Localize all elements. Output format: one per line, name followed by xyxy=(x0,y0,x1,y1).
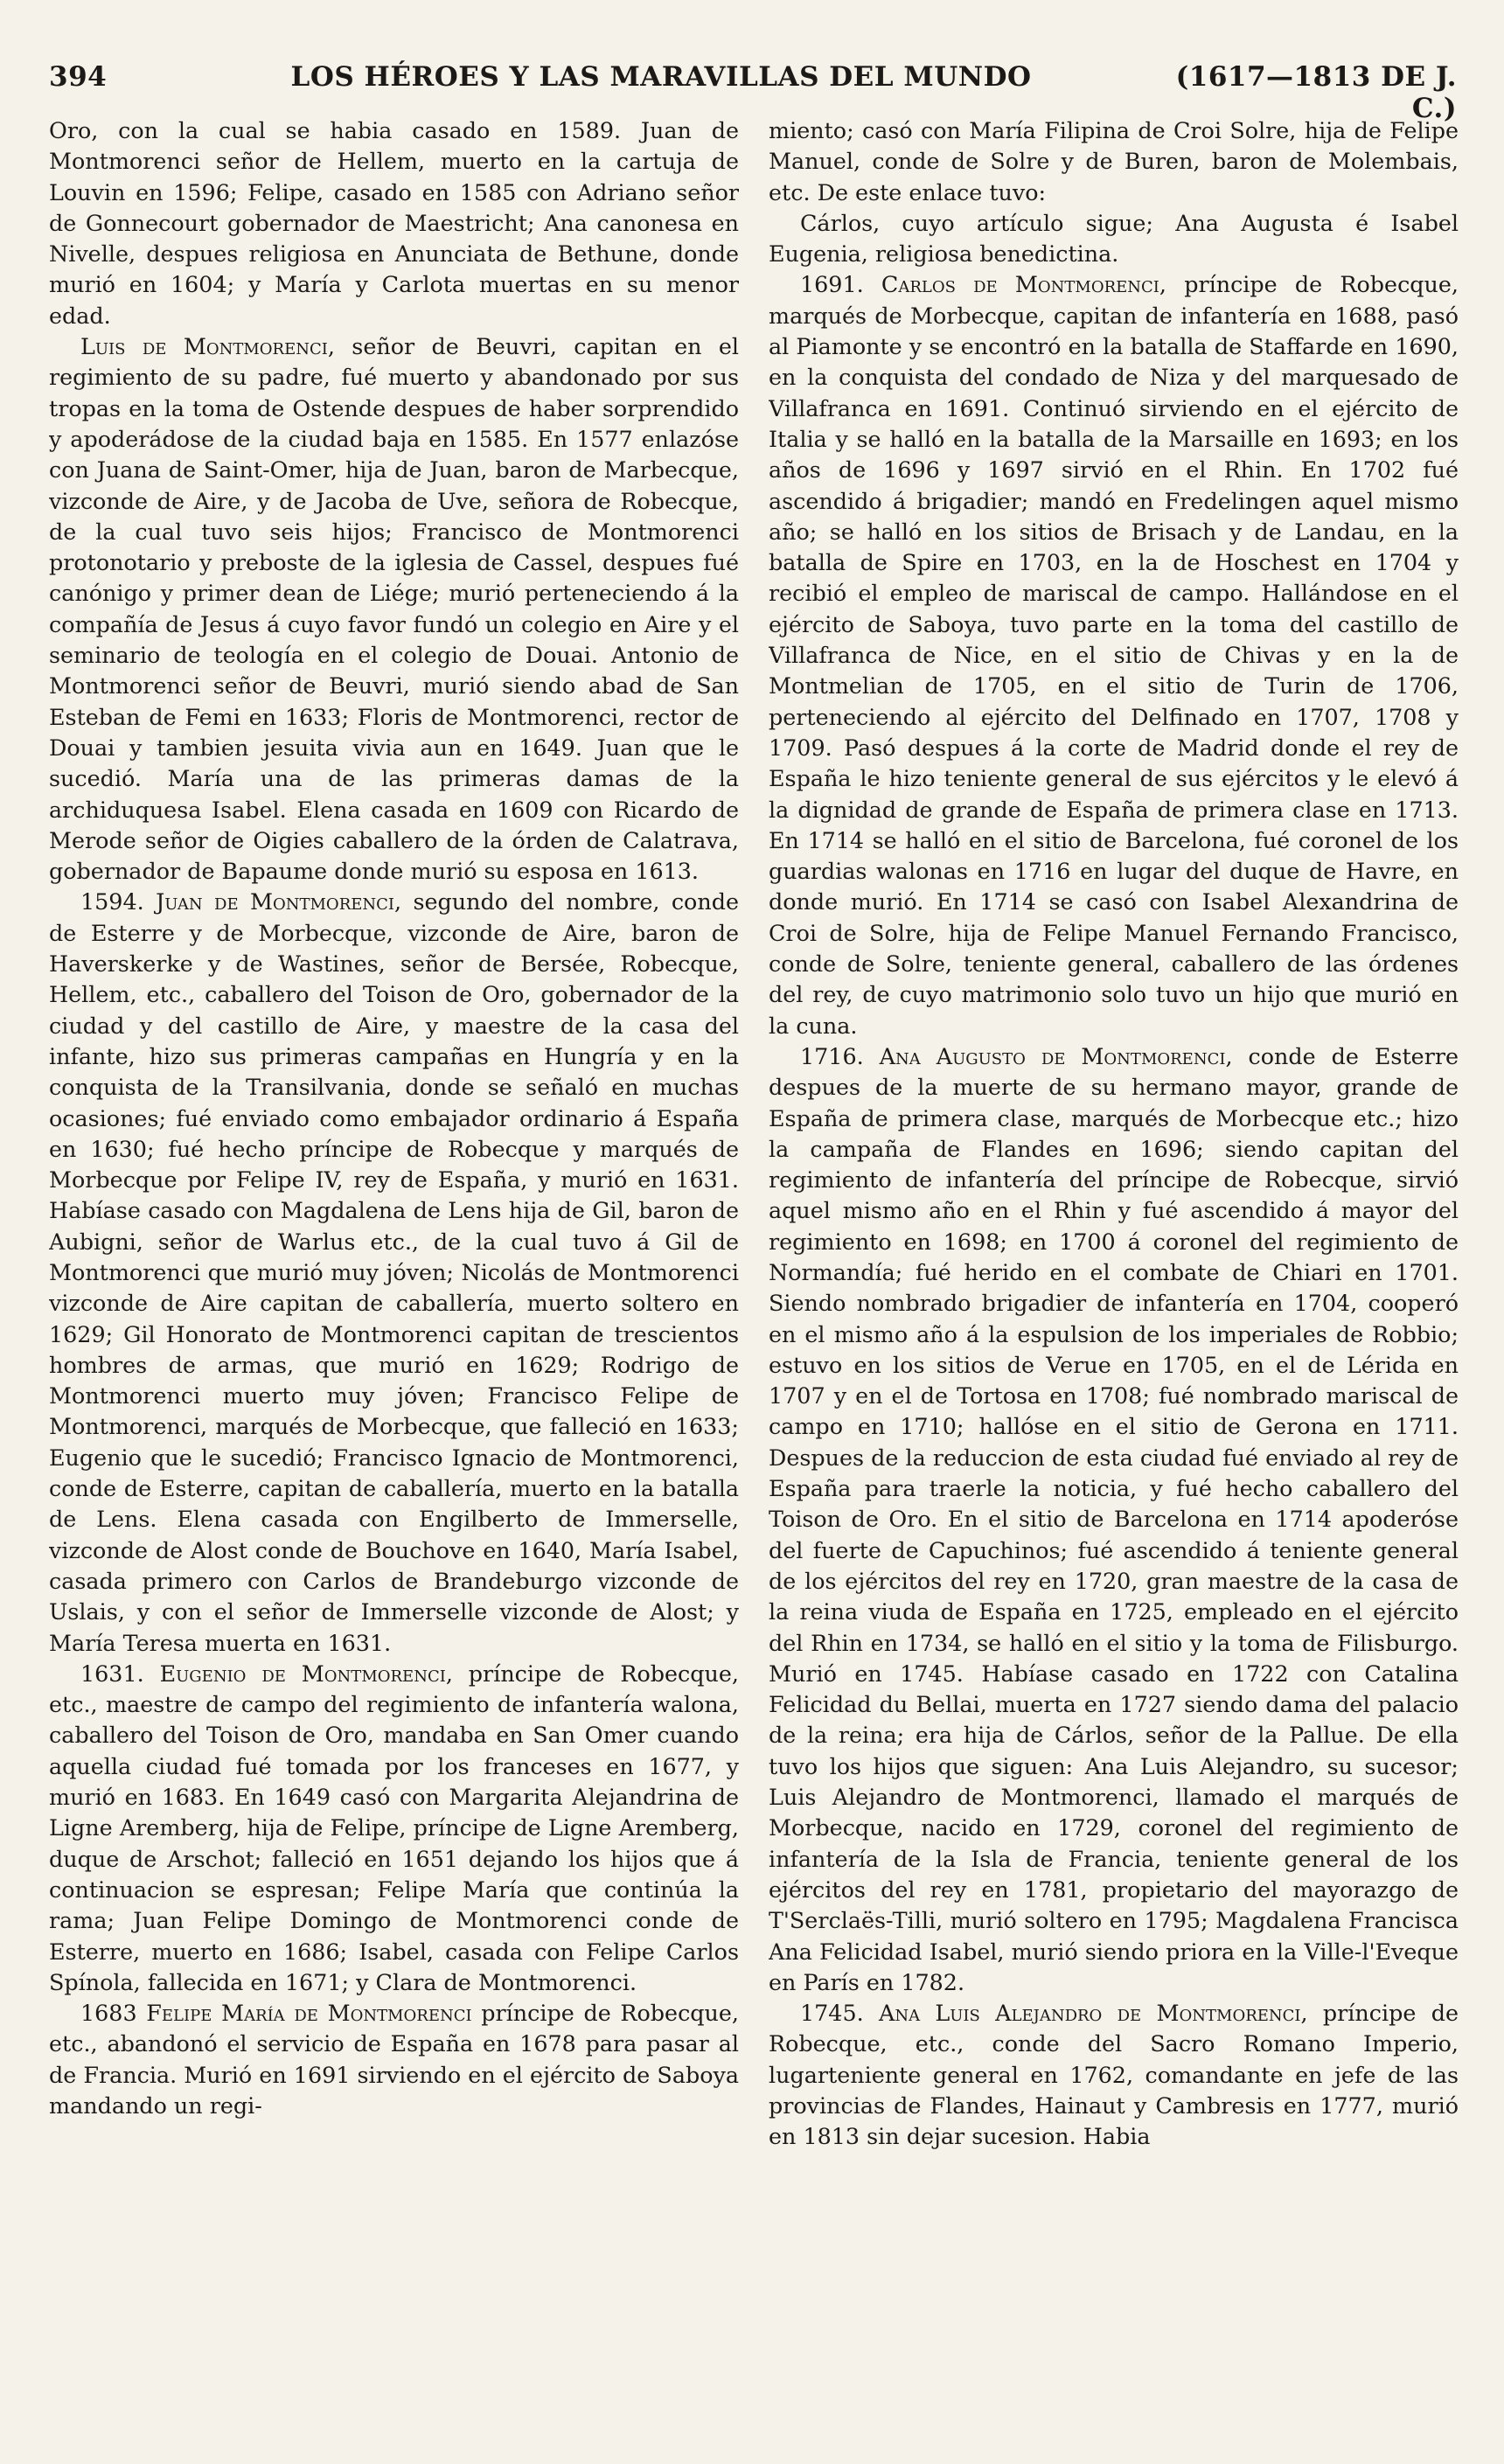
paragraph xyxy=(769,269,1459,1041)
text-columns xyxy=(49,115,1459,2433)
date-range: (1617—1813 DE J. C.) xyxy=(1175,61,1457,124)
paragraph xyxy=(769,1041,1459,1998)
paragraph xyxy=(49,1998,739,2121)
entry-text: señor de Beuvri, capitan en el regimiento de su padre, fué muerto y abandonado por sus tropas en la toma de Ostende despues de haber sorprendido y apoderádose de la ciudad baja en 1585. En 1577 enlazóse con Juana de Saint-Omer, hija de Juan, baron de Marbecque, vizconde de Aire, y de Jacoba de Uve, señora de Robecque, de la cual tuvo seis hijos; Francisco de Montmorenci protonotario y preboste de la iglesia de Cassel, despues fué canónigo y primer dean de Liége; murió perteneciendo á la compañía de Jesus á cuyo favor fundó un colegio en Aire y el seminario de teología en el colegio de Douai. Antonio de Montmorenci señor de Beuvri, murió siendo abad de San Esteban de Femi en 1633; Floris de Montmorenci, rector de Douai y tambien jesuita vivia aun en 1649. Juan que le sucedió. María una de las primeras damas de la archiduquesa Isabel. Elena casada en 1609 con Ricardo de Merode señor de Oigies caballero de la órden de Calatrava, gobernador de Bapaume donde murió su esposa en 1613. xyxy=(49,333,739,885)
page-number: 394 xyxy=(49,61,108,93)
left-column xyxy=(49,115,739,2433)
entry-lead: 1691. Carlos de Montmorenci, xyxy=(800,271,1166,298)
entry-text: Cárlos, cuyo artículo sigue; Ana Augusta é Isabel Eugenia, religiosa benedictina. xyxy=(769,209,1459,268)
paragraph xyxy=(49,887,739,1658)
entry-text: príncipe de Robecque, etc., abandonó el servicio de España en 1678 para pasar al de Francia. Murió en 1691 sirviendo en el ejército de Saboya mandando un regi- xyxy=(49,2000,739,2119)
entry-lead: Luis de Montmorenci, xyxy=(80,333,335,360)
entry-text: conde de Esterre despues de la muerte de su hermano mayor, grande de España de primera clase, marqués de Morbecque etc.; hizo la campaña de Flandes en 1696; siendo capitan del regimiento de infantería del príncipe de Robecque, sirvió aquel mismo año en el Rhin y fué ascendido á mayor del regimiento en 1698; en 1700 á coronel del regimiento de Normandía; fué herido en el combate de Chiari en 1701. Siendo nombrado brigadier de infantería en 1704, cooperó en el mismo año á la espulsion de los imperiales de Robbio; estuvo en los sitios de Verue en 1705, en el de Lérida en 1707 y en el de Tortosa en 1708; fué nombrado mariscal de campo en 1710; hallóse en el sitio de Gerona en 1711. Despues de la reduccion de esta ciudad fué enviado al rey de España para traerle la noticia, y fué hecho caballero del Toison de Oro. En el sitio de Barcelona en 1714 apoderóse del fuerte de Capuchinos; fué ascendido á teniente general de los ejércitos del rey en 1720, gran maestre de la casa de la reina viuda de España en 1725, empleado en el ejército del Rhin en 1734, se halló en el sitio y la toma de Filisburgo. Murió en 1745. Habíase casado en 1722 con Catalina Felicidad du Bellai, muerta en 1727 siendo dama del palacio de la reina; era hija de Cárlos, señor de la Pallue. De ella tuvo los hijos que siguen: Ana Luis Alejandro, su sucesor; Luis Alejandro de Montmorenci, llamado el marqués de Morbecque, nacido en 1729, coronel del regimiento de infantería de la Isla de Francia, teniente general de los ejércitos del rey en 1781, propietario del mayorazgo de T'Serclaës-Tilli, murió soltero en 1795; Magdalena Francisca Ana Felicidad Isabel, murió siendo priora en la Ville-l'Eveque en París en 1782. xyxy=(769,1042,1459,1995)
entry-lead: 1745. Ana Luis Alejandro de Montmorenci, xyxy=(800,2000,1308,2027)
running-title: LOS HÉROES Y LAS MARAVILLAS DEL MUNDO xyxy=(290,61,1032,93)
paragraph xyxy=(49,1659,739,1998)
entry-text: segundo del nombre, conde de Esterre y de Morbecque, vizconde de Aire, baron de Haverskerke y de Wastines, señor de Bersée, Robecque, Hellem, etc., caballero del Toison de Oro, gobernador de la ciudad y del castillo de Aire, y maestre de la casa del infante, hizo sus primeras campañas en Hungría y en la conquista de la Transilvania, donde se señaló en muchas ocasiones; fué enviado como embajador ordinario á España en 1630; fué hecho príncipe de Robecque y marqués de Morbecque por Felipe IV, rey de España, y murió en 1631. Habíase casado con Magdalena de Lens hija de Gil, baron de Aubigni, señor de Warlus etc., de la cual tuvo á Gil de Montmorenci que murió muy jóven; Nicolás de Montmorenci vizconde de Aire capitan de caballería, muerto soltero en 1629; Gil Honorato de Montmorenci capitan de trescientos hombres de armas, que murió en 1629; Rodrigo de Montmorenci muerto muy jóven; Francisco Felipe de Montmorenci, marqués de Morbecque, que falleció en 1633; Eugenio que le sucedió; Francisco Ignacio de Montmorenci, conde de Esterre, capitan de caballería, muerto en la batalla de Lens. Elena casada con Engilberto de Immerselle, vizconde de Alost conde de Bouchove en 1640, María Isabel, casada primero con Carlos de Brandeburgo vizconde de Uslais, y con el señor de Immerselle vizconde de Alost; y María Teresa muerta en 1631. xyxy=(49,888,739,1656)
entry-text: príncipe de Robecque, marqués de Morbecque, capitan de infantería en 1688, pasó al Piamonte y se encontró en la batalla de Staffarde en 1690, en la conquista del condado de Niza y del marquesado de Villafranca en 1691. Continuó sirviendo en el ejército de Italia y se halló en la batalla de la Marsaille en 1693; en los años de 1696 y 1697 sirvió en el Rhin. En 1702 fué ascendido á brigadier; mandó en Fredelingen aquel mismo año; se halló en los sitios de Brisach y de Landau, en la batalla de Spire en 1703, en la de Hoschest en 1704 y recibió el empleo de mariscal de campo. Hallándose en el ejército de Saboya, tuvo parte en la toma del castillo de Villafranca de Nice, en el sitio de Chivas y en la de Montmelian de 1705, en el sitio de Turin de 1706, perteneciendo al ejército del Delfinado en 1707, 1708 y 1709. Pasó despues á la corte de Madrid donde el rey de España le hizo teniente general de sus ejércitos y le elevó á la dignidad de grande de España de primera clase en 1713. En 1714 se halló en el sitio de Barcelona, fué coronel de los guardias walonas en 1716 en lugar del duque de Havre, en donde murió. En 1714 se casó con Isabel Alexandrina de Croi de Solre, hija de Felipe Manuel Fernando Francisco, conde de Solre, teniente general, caballero de las órdenes del rey, de cuyo matrimonio solo tuvo un hijo que murió en la cuna. xyxy=(769,271,1459,1039)
paragraph: miento; casó con María Filipina de Croi Solre, hija de Felipe Manuel, conde de Solre y de Buren, baron de Molembais, etc. De este enlace tuvo: xyxy=(769,117,1459,205)
page-header xyxy=(49,61,1457,124)
paragraph: Oro, con la cual se habia casado en 1589. Juan de Montmorenci señor de Hellem, muerto en la cartuja de Louvin en 1596; Felipe, casado en 1585 con Adriano señor de Gonnecourt gobernador de Maestricht; Ana canonesa en Nivelle, despues religiosa en Anunciata de Bethune, donde murió en 1604; y María y Carlota muertas en su menor edad. xyxy=(49,117,739,329)
entry-text: príncipe de Robecque, etc., conde del Sacro Romano Imperio, lugarteniente general en 1762, comandante en jefe de las provincias de Flandes, Hainaut y Cambresis en 1777, murió en 1813 sin dejar sucesion. Habia xyxy=(769,2000,1459,2150)
paragraph xyxy=(49,331,739,887)
entry-lead: 1716. Ana Augusto de Montmorenci, xyxy=(800,1042,1233,1069)
entry-text: príncipe de Robecque, etc., maestre de campo del regimiento de infantería walona, caballero del Toison de Oro, mandaba en San Omer cuando aquella ciudad fué tomada por los franceses en 1677, y murió en 1683. En 1649 casó con Margarita Alejandrina de Ligne Aremberg, hija de Felipe, príncipe de Ligne Aremberg, duque de Arschot; falleció en 1651 dejando los hijos que á continuacion se espresan; Felipe María que continúa la rama; Juan Felipe Domingo de Montmorenci conde de Esterre, muerto en 1686; Isabel, casada con Felipe Carlos Spínola, fallecida en 1671; y Clara de Montmorenci. xyxy=(49,1660,739,1995)
paragraph xyxy=(769,1998,1459,2152)
right-column xyxy=(769,115,1459,2433)
entry-lead: 1594. Juan de Montmorenci, xyxy=(80,888,402,915)
entry-lead: 1683 Felipe María de Montmorenci xyxy=(80,2000,472,2027)
entry-lead: 1631. Eugenio de Montmorenci, xyxy=(80,1660,453,1687)
paragraph xyxy=(769,208,1459,270)
